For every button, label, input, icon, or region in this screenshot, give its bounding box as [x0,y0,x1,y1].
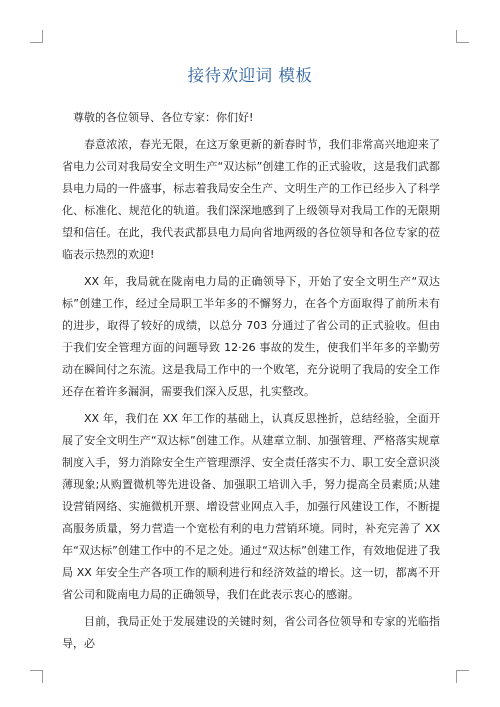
crop-mark-top-left [30,30,43,43]
body-paragraph: 春意浓浓，春光无限，在这万象更新的新春时节，我们非常高兴地迎来了省电力公司对我局安全文明生产“双达标”创建工作的正式验收，这是我们武都县电力局的一件盛事，标志着我局安全生产、文明生产的工作已经步入了科学化、标准化、规范化的轨道。我们深深地感到了上级领导对我局工作的无限期望和信任。在此，我代表武都县电力局向省地两级的各位领导和各位专家的莅临表示热烈的欢迎! [62,138,440,261]
crop-mark-top-right [456,30,469,43]
crop-mark-bottom-right [456,670,469,683]
body-paragraph: XX 年，我局就在陇南电力局的正确领导下，开始了安全文明生产“双达标”创建工作，经过全局职工半年多的不懈努力，在各个方面取得了前所未有的进步，取得了较好的成绩，以总分 703 分通过了省公司的正式验收。但由于我们安全管理方面的问题导致 12·26 事故的发生，使我们半年多的辛勤劳动在瞬间付之东流。这是我局工作中的一个败笔，充分说明了我局的安全工作还存在着许多漏洞，需要我们深入反思，扎实整改。 [62,275,440,398]
body-paragraph: XX 年，我们在 XX 年工作的基础上，认真反思挫折，总结经验，全面开展了安全文明生产“双达标”创建工作。从建章立制、加强管理、严格落实规章制度入手，努力消除安全生产管理漂浮、安全责任落实不力、职工安全意识淡薄现象;从购置微机等先进设备、加强职工培训入手，努力提高全员素质;从建设营销网络、实施微机开票、增设营业网点入手，加强行风建设工作，不断提高服务质量，努力营造一个宽松有利的电力营销环境。同时，补充完善了 XX 年“双达标”创建工作中的不足之处。通过“双达标”创建工作，有效地促进了我局 XX 年安全生产各项工作的顺利进行和经济效益的增长。这一切，都离不开省公司和陇南电力局的正确领导，我们在此表示衷心的感谢。 [62,412,440,601]
salutation-paragraph: 尊敬的各位领导、各位专家：你们好! [73,111,254,124]
document-body [62,107,440,655]
document-title: 接待欢迎词 模板 [187,66,313,85]
body-paragraph: 目前，我局正处于发展建设的关键时刻，省公司各位领导和专家的光临指导，必 [62,615,440,650]
crop-mark-bottom-left [30,670,43,683]
